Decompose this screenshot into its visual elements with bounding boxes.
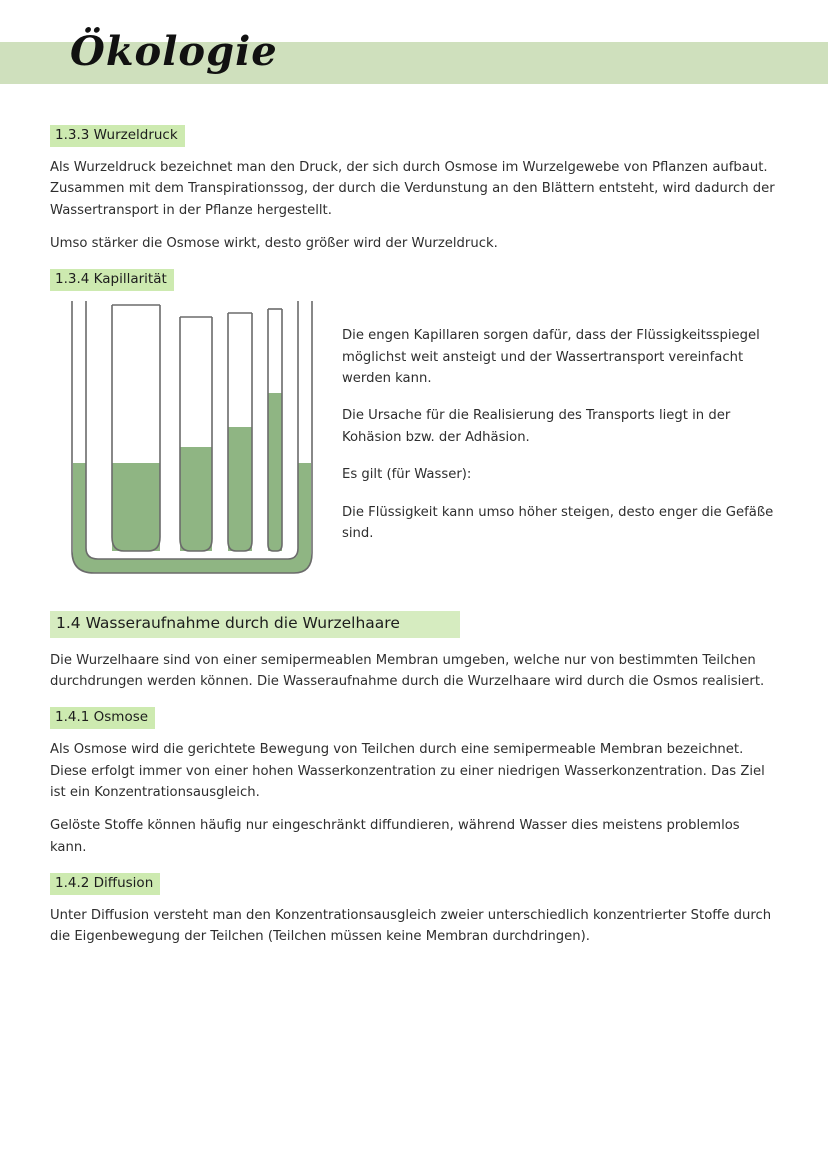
paragraph-kapillaritaet-3: Es gilt (für Wasser):: [342, 467, 472, 483]
paragraph-osmose-1: Als Osmose wird die gerichtete Bewegung von Teilchen durch eine semipermeable Membran bezeichnet. Diese erfolgt immer von einer hohen Wasserkonzentration zu einer niedrigen Wasserkonzentration. Das Ziel ist ein Konzentrationsausgleich.: [50, 742, 765, 800]
document-content: [0, 110, 828, 960]
capillary-tubes-diagram: [62, 301, 318, 581]
heading-wurzeldruck: 1.3.3 Wurzeldruck: [50, 125, 185, 147]
heading-wasseraufnahme-wrap: [50, 611, 778, 637]
paragraph-kapillaritaet-4: Die Flüssigkeit kann umso höher steigen, desto enger die Gefäße sind.: [342, 504, 774, 541]
heading-kapillaritaet-wrap: [50, 268, 778, 291]
kapillaritaet-text-column: [342, 301, 778, 544]
heading-kapillaritaet: 1.3.4 Kapillarität: [50, 269, 174, 291]
paragraph-wurzeldruck-2: Umso stärker die Osmose wirkt, desto größer wird der Wurzeldruck.: [50, 236, 498, 251]
heading-wasseraufnahme: 1.4 Wasseraufnahme durch die Wurzelhaare: [50, 611, 460, 637]
paragraph-wurzeldruck-1: Als Wurzeldruck bezeichnet man den Druck, der sich durch Osmose im Wurzelgewebe von Pflanzen aufbaut. Zusammen mit dem Transpirationssog, der durch die Verdunstung an den Blättern entsteht, wird dadurch der Wassertransport in der Pflanze hergestellt.: [50, 159, 775, 218]
heading-diffusion-wrap: [50, 872, 778, 895]
paragraph-osmose-2: Gelöste Stoffe können häufig nur eingeschränkt diffundieren, während Wasser dies meistens problemlos kann.: [50, 818, 740, 855]
paragraph-kapillaritaet-2: Die Ursache für die Realisierung des Transports liegt in der Kohäsion bzw. der Adhäsion.: [342, 408, 731, 445]
heading-diffusion: 1.4.2 Diffusion: [50, 873, 160, 895]
kapillaritaet-figure-row: [50, 301, 778, 581]
heading-osmose: 1.4.1 Osmose: [50, 707, 155, 729]
page-title: Ökologie: [70, 28, 278, 75]
heading-wurzeldruck-wrap: [50, 124, 778, 147]
paragraph-kapillaritaet-1: Die engen Kapillaren sorgen dafür, dass der Flüssigkeitsspiegel möglichst weit ansteigt und der Wassertransport vereinfacht werden kann.: [342, 328, 760, 386]
heading-osmose-wrap: [50, 706, 778, 729]
paragraph-wasseraufnahme-1: Die Wurzelhaare sind von einer semipermeablen Membran umgeben, welche nur von bestimmten Teilchen durchdrungen werden können. Die Wasseraufnahme durch die Wurzelhaare wird durch die Osmos realisiert.: [50, 652, 765, 689]
paragraph-diffusion-1: Unter Diffusion versteht man den Konzentrationsausgleich zweier unterschiedlich konzentrierter Stoffe durch die Eigenbewegung der Teilchen (Teilchen müssen keine Membran durchdringen).: [50, 908, 772, 945]
